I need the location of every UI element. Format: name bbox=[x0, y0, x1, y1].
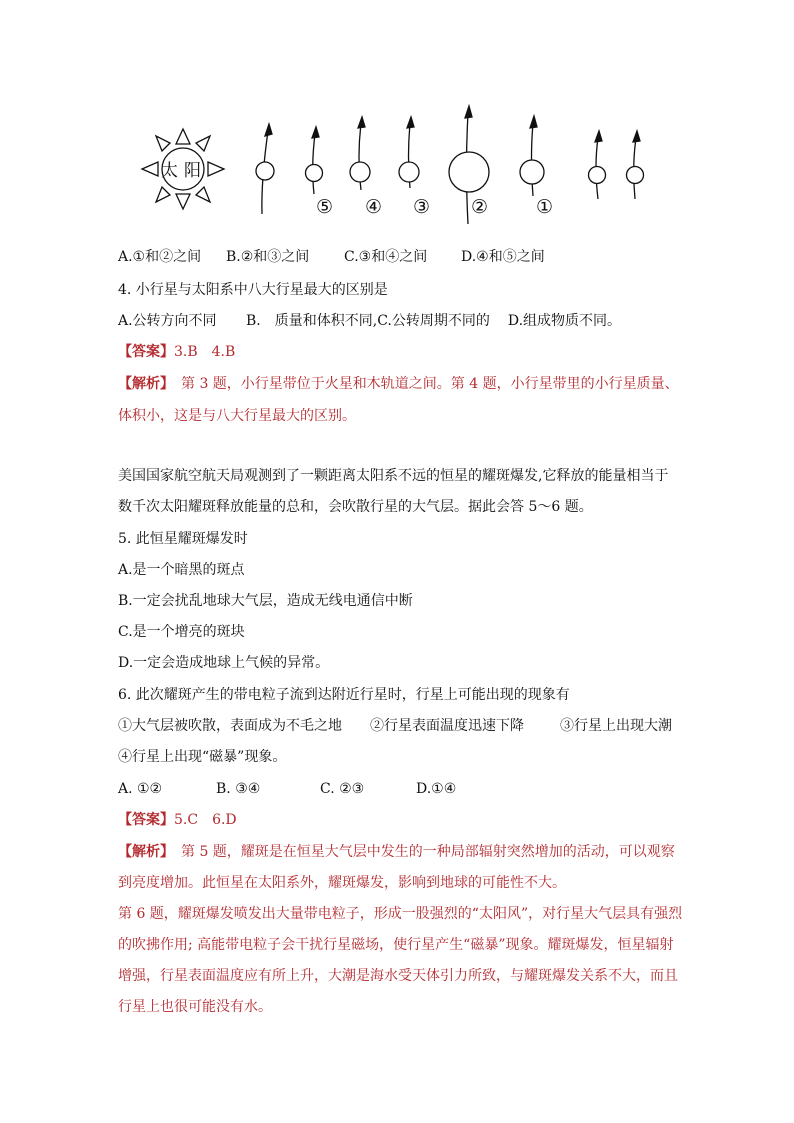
explanation-1-line-1: 【解析】 第 3 题，小行星带位于火星和木轨道之间。第 4 题，小行星带里的小行星质量、 bbox=[118, 376, 679, 392]
answer-2 bbox=[118, 810, 698, 830]
explanation-label: 【解析】 bbox=[118, 844, 167, 860]
explanation-2-line-1: 【解析】 第 5 题，耀斑是在恒星大气层中发生的一种局部辐射突然增加的活动，可以观察 bbox=[118, 844, 675, 860]
q5-option-a[interactable]: A.是一个暗黑的斑点 bbox=[118, 562, 245, 578]
explanation-2-line-3: 第 6 题，耀斑爆发喷发出大量带电粒子，形成一股强烈的“太阳风”，对行星大气层具有强烈 bbox=[118, 906, 683, 922]
gap-label-4: ④ bbox=[365, 196, 383, 218]
q6-item-4: ④行星上出现“磁暴”现象。 bbox=[118, 749, 287, 765]
sun-icon bbox=[142, 129, 224, 209]
q4-option-d[interactable]: D.组成物质不同。 bbox=[507, 313, 622, 329]
answer-text: 5.C 6.D bbox=[174, 812, 237, 828]
sun-label-2: 阳 bbox=[184, 161, 201, 181]
planet bbox=[627, 167, 644, 184]
planet bbox=[589, 167, 606, 184]
q4-stem: 4. 小行星与太阳系中八大行星最大的区别是 bbox=[118, 282, 388, 298]
planet bbox=[256, 162, 274, 180]
planet bbox=[306, 165, 323, 182]
passage-line-2: 数千次太阳耀斑释放能量的总和，会吹散行星的大气层。据此会答 5～6 题。 bbox=[118, 499, 593, 515]
gap-label-5: ⑤ bbox=[316, 196, 334, 218]
arrow-head-icon bbox=[633, 131, 640, 142]
q3-options bbox=[118, 247, 698, 267]
q6-option-b[interactable]: B. ③④ bbox=[216, 781, 261, 797]
arrow-head-icon bbox=[530, 116, 537, 128]
q6-options bbox=[118, 779, 698, 799]
q6-option-d[interactable]: D.①④ bbox=[416, 781, 457, 797]
q6-option-a[interactable]: A. ①② bbox=[118, 781, 163, 797]
passage-line-1: 美国国家航空航天局观测到了一颗距离太阳系不远的恒星的耀斑爆发,它释放的能量相当于 bbox=[118, 468, 669, 484]
explanation-2-line-4: 的吹拂作用; 高能带电粒子会干扰行星磁场，使行星产生“磁暴”现象。耀斑爆发，恒星辐射 bbox=[118, 937, 674, 953]
q6-item-1: ①大气层被吹散，表面成为不毛之地 bbox=[118, 718, 342, 734]
sun-label-1: 太 bbox=[161, 161, 178, 181]
q4-option-c[interactable]: C.公转周期不同的 bbox=[377, 313, 490, 329]
answer-1 bbox=[118, 342, 698, 362]
arrow-head-icon bbox=[407, 117, 414, 128]
explanation-2-line-5: 增强，行星表面温度应有所上升，大潮是海水受天体引力所致，与耀斑爆发关系不大，而且 bbox=[118, 968, 678, 984]
arrow-head-icon bbox=[465, 106, 472, 118]
q6-item-3: ③行星上出现大潮 bbox=[560, 718, 672, 734]
q6-item-2: ②行星表面温度迅速下降 bbox=[370, 718, 524, 734]
q5-option-d[interactable]: D.一定会造成地球上气候的异常。 bbox=[118, 655, 330, 671]
arrow-head-icon bbox=[595, 131, 602, 142]
planet bbox=[350, 162, 370, 182]
arrow-head-icon bbox=[265, 124, 272, 136]
q6-option-c[interactable]: C. ②③ bbox=[320, 781, 365, 797]
planet bbox=[399, 162, 419, 182]
q4-options bbox=[118, 311, 698, 331]
answer-label: 【答案】 bbox=[118, 812, 174, 828]
q6-items-row bbox=[118, 716, 698, 736]
solar-system-diagram bbox=[128, 96, 668, 236]
q5-stem: 5. 此恒星耀斑爆发时 bbox=[118, 531, 248, 547]
planet-large bbox=[449, 152, 489, 192]
explanation-1-line-2: 体积小，这是与八大行星最大的区别。 bbox=[118, 408, 356, 424]
q5-option-c[interactable]: C.是一个增亮的斑块 bbox=[118, 624, 245, 640]
q3-option-b[interactable]: B.②和③之间 bbox=[226, 249, 310, 265]
planet bbox=[520, 160, 544, 184]
q3-option-a[interactable]: A.①和②之间 bbox=[118, 249, 202, 265]
answer-label: 【答案】 bbox=[118, 344, 174, 360]
explanation-label: 【解析】 bbox=[118, 376, 167, 392]
explanation-2-line-2: 到亮度增加。此恒星在太阳系外，耀斑爆发，影响到地球的可能性不大。 bbox=[118, 875, 566, 891]
arrow-head-icon bbox=[358, 117, 365, 128]
gap-label-1: ① bbox=[536, 196, 554, 218]
q4-option-a[interactable]: A.公转方向不同 bbox=[118, 313, 217, 329]
q5-option-b[interactable]: B.一定会扰乱地球大气层，造成无线电通信中断 bbox=[118, 593, 413, 609]
q4-option-b[interactable]: B. 质量和体积不同, bbox=[246, 313, 378, 329]
arrow-head-icon bbox=[312, 127, 319, 138]
q3-option-c[interactable]: C.③和④之间 bbox=[344, 249, 428, 265]
answer-text: 3.B 4.B bbox=[174, 344, 236, 360]
explanation-2-line-6: 行星上也很可能没有水。 bbox=[118, 999, 272, 1015]
gap-label-3: ③ bbox=[413, 196, 431, 218]
gap-label-2: ② bbox=[471, 196, 489, 218]
q6-stem: 6. 此次耀斑产生的带电粒子流到达附近行星时，行星上可能出现的现象有 bbox=[118, 687, 570, 703]
q3-option-d[interactable]: D.④和⑤之间 bbox=[461, 249, 545, 265]
